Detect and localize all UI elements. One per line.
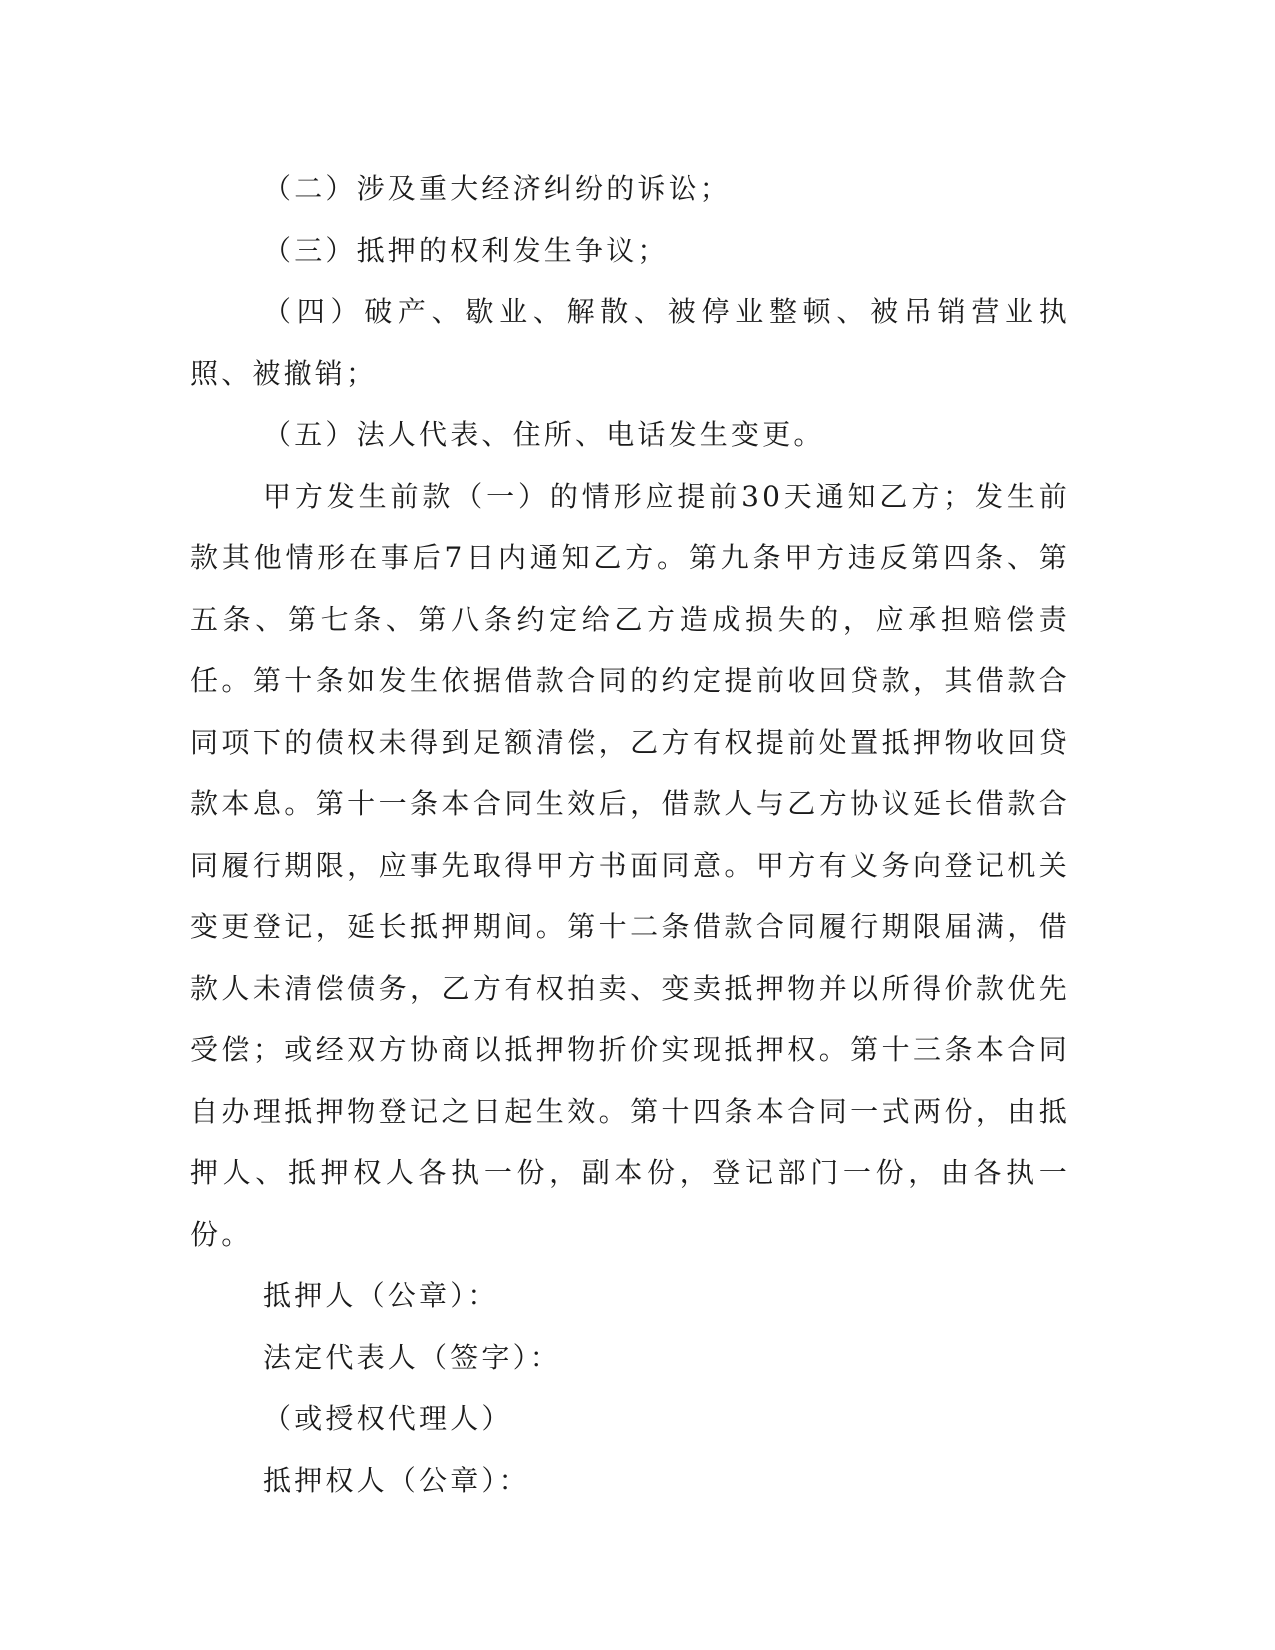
notification-paragraph: 甲方发生前款（一）的情形应提前30天通知乙方；发生前款其他情形在事后7日内通知乙方。第九条甲方违反第四条、第五条、第七条、第八条约定给乙方造成损失的，应承担赔偿责任。第十条如发生依据借款合同的约定提前收回贷款，其借款合同项下的债权未得到足额清偿，乙方有权提前处置抵押物收回贷款本息。第十一条本合同生效后，借款人与乙方协议延长借款合同履行期限，应事先取得甲方书面同意。甲方有义务向登记机关变更登记，延长抵押期间。第十二条借款合同履行期限届满，借款人未清偿债务，乙方有权拍卖、变卖抵押物并以所得价款优先受偿；或经双方协商以抵押物折价实现抵押权。第十三条本合同自办理抵押物登记之日起生效。第十四条本合同一式两份，由抵押人、抵押权人各执一份，副本份，登记部门一份，由各执一份。 <box>190 479 1070 1251</box>
clause-item-5: （五）法人代表、住所、电话发生变更。 <box>263 418 825 451</box>
mortgagee-signature-line: 抵押权人（公章）： <box>263 1463 530 1497</box>
clause-item-2: （二）涉及重大经济纠纷的诉讼； <box>263 172 732 205</box>
document-body <box>190 158 1070 1511</box>
mortgagor-signature-line: 抵押人（公章）： <box>263 1279 499 1312</box>
clause-item-3: （三）抵押的权利发生争议； <box>263 233 669 267</box>
agent-signature-line: （或授权代理人） <box>263 1402 513 1435</box>
clause-item-4: （四）破产、歇业、解散、被停业整顿、被吊销营业执照、被撤销； <box>190 295 1070 390</box>
legal-rep-signature-line: 法定代表人（签字）： <box>263 1340 562 1374</box>
